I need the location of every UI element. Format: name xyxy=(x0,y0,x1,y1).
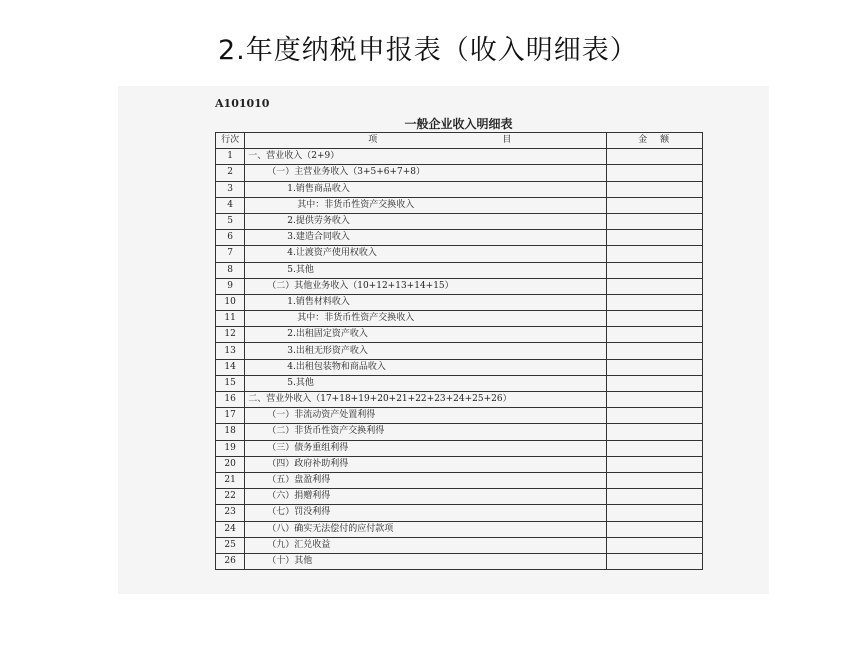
row-number: 21 xyxy=(216,472,245,488)
row-amount-cell xyxy=(607,327,703,343)
row-number: 10 xyxy=(216,294,245,310)
table-row xyxy=(216,246,703,262)
row-item: 二、营业外收入（17+18+19+20+21+22+23+24+25+26） xyxy=(245,392,607,408)
row-amount-cell xyxy=(607,440,703,456)
row-number: 6 xyxy=(216,230,245,246)
table-row xyxy=(216,230,703,246)
row-number: 11 xyxy=(216,311,245,327)
table-row xyxy=(216,521,703,537)
row-item: 1.销售商品收入 xyxy=(245,181,607,197)
row-amount-cell xyxy=(607,197,703,213)
income-detail-table xyxy=(215,132,703,570)
row-number: 26 xyxy=(216,553,245,569)
row-amount-cell xyxy=(607,181,703,197)
table-row xyxy=(216,456,703,472)
table-row xyxy=(216,505,703,521)
row-item: 2.提供劳务收入 xyxy=(245,213,607,229)
table-row xyxy=(216,472,703,488)
form-title: 一般企业收入明细表 xyxy=(404,117,513,131)
row-amount-cell xyxy=(607,392,703,408)
table-row xyxy=(216,343,703,359)
table-row xyxy=(216,262,703,278)
row-item: 4.出租包装物和商品收入 xyxy=(245,359,607,375)
row-number: 24 xyxy=(216,521,245,537)
table-row xyxy=(216,213,703,229)
row-amount-cell xyxy=(607,343,703,359)
row-number: 16 xyxy=(216,392,245,408)
row-item: 3.出租无形资产收入 xyxy=(245,343,607,359)
form-code: A101010 xyxy=(215,97,270,110)
row-number: 22 xyxy=(216,489,245,505)
row-item: 其中：非货币性资产交换收入 xyxy=(245,197,607,213)
table-row xyxy=(216,537,703,553)
row-amount-cell xyxy=(607,521,703,537)
table-row xyxy=(216,440,703,456)
row-amount-cell xyxy=(607,472,703,488)
row-number: 19 xyxy=(216,440,245,456)
table-row xyxy=(216,278,703,294)
table-row xyxy=(216,149,703,165)
row-number: 7 xyxy=(216,246,245,262)
row-amount-cell xyxy=(607,359,703,375)
row-number: 18 xyxy=(216,424,245,440)
row-amount-cell xyxy=(607,149,703,165)
row-amount-cell xyxy=(607,456,703,472)
row-amount-cell xyxy=(607,262,703,278)
row-item: （八）确实无法偿付的应付款项 xyxy=(245,521,607,537)
row-number: 4 xyxy=(216,197,245,213)
table-row xyxy=(216,294,703,310)
row-item: 一、营业收入（2+9） xyxy=(245,149,607,165)
row-item: （五）盘盈利得 xyxy=(245,472,607,488)
row-amount-cell xyxy=(607,424,703,440)
row-number: 15 xyxy=(216,375,245,391)
row-number: 2 xyxy=(216,165,245,181)
row-item: （一）主营业务收入（3+5+6+7+8） xyxy=(245,165,607,181)
row-item: 1.销售材料收入 xyxy=(245,294,607,310)
header-row-no: 行次 xyxy=(216,133,245,149)
row-amount-cell xyxy=(607,311,703,327)
table-row xyxy=(216,408,703,424)
row-item: （九）汇兑收益 xyxy=(245,537,607,553)
row-item: （四）政府补助利得 xyxy=(245,456,607,472)
header-item xyxy=(245,133,607,149)
row-item: （三）债务重组利得 xyxy=(245,440,607,456)
table-row xyxy=(216,553,703,569)
table-row xyxy=(216,311,703,327)
row-item: （二）非货币性资产交换利得 xyxy=(245,424,607,440)
row-amount-cell xyxy=(607,278,703,294)
row-number: 1 xyxy=(216,149,245,165)
table-row xyxy=(216,181,703,197)
row-item: 2.出租固定资产收入 xyxy=(245,327,607,343)
row-item: （七）罚没利得 xyxy=(245,505,607,521)
row-item: （六）捐赠利得 xyxy=(245,489,607,505)
header-amount: 金 额 xyxy=(607,133,703,149)
table-header-row xyxy=(216,133,703,149)
row-item: 其中：非货币性资产交换收入 xyxy=(245,311,607,327)
row-amount-cell xyxy=(607,408,703,424)
row-amount-cell xyxy=(607,489,703,505)
row-amount-cell xyxy=(607,246,703,262)
row-amount-cell xyxy=(607,375,703,391)
row-number: 13 xyxy=(216,343,245,359)
table-row xyxy=(216,359,703,375)
row-number: 17 xyxy=(216,408,245,424)
row-item: 5.其他 xyxy=(245,375,607,391)
row-item: 4.让渡资产使用权收入 xyxy=(245,246,607,262)
row-item: （十）其他 xyxy=(245,553,607,569)
row-number: 23 xyxy=(216,505,245,521)
row-amount-cell xyxy=(607,294,703,310)
table-row xyxy=(216,392,703,408)
row-number: 9 xyxy=(216,278,245,294)
row-amount-cell xyxy=(607,165,703,181)
row-number: 25 xyxy=(216,537,245,553)
row-item: 3.建造合同收入 xyxy=(245,230,607,246)
row-amount-cell xyxy=(607,505,703,521)
table-row xyxy=(216,197,703,213)
slide-title: 2.年度纳税申报表（收入明细表） xyxy=(218,35,638,66)
row-number: 5 xyxy=(216,213,245,229)
row-amount-cell xyxy=(607,230,703,246)
row-amount-cell xyxy=(607,213,703,229)
row-amount-cell xyxy=(607,537,703,553)
header-item-right: 目 xyxy=(502,135,514,146)
row-number: 12 xyxy=(216,327,245,343)
table-row xyxy=(216,327,703,343)
table-row xyxy=(216,424,703,440)
header-item-left: 项 xyxy=(368,135,380,146)
row-number: 8 xyxy=(216,262,245,278)
table-row xyxy=(216,489,703,505)
row-number: 14 xyxy=(216,359,245,375)
row-number: 3 xyxy=(216,181,245,197)
row-item: 5.其他 xyxy=(245,262,607,278)
table-row xyxy=(216,165,703,181)
row-item: （二）其他业务收入（10+12+13+14+15） xyxy=(245,278,607,294)
table-row xyxy=(216,375,703,391)
row-amount-cell xyxy=(607,553,703,569)
row-item: （一）非流动资产处置利得 xyxy=(245,408,607,424)
table-body xyxy=(216,149,703,570)
row-number: 20 xyxy=(216,456,245,472)
